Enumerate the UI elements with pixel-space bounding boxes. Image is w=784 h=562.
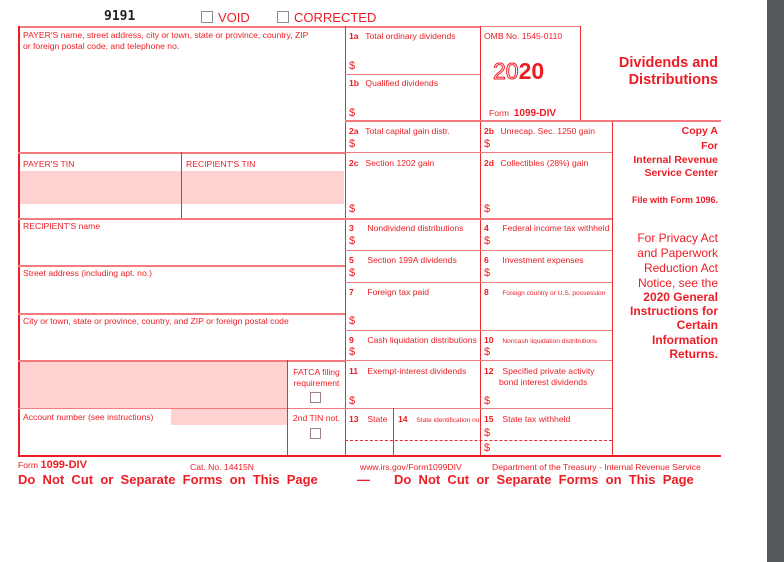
divider <box>345 360 612 361</box>
box-2b-field[interactable] <box>493 137 610 151</box>
box-5-field[interactable] <box>358 266 478 280</box>
state-divider <box>393 408 394 456</box>
divider <box>18 313 345 315</box>
divider <box>345 74 480 75</box>
form-code-number: 9191 <box>104 9 136 24</box>
box-1b-label <box>349 78 438 88</box>
box-9-field[interactable] <box>358 345 478 359</box>
irs-center-label-1: Internal Revenue <box>633 154 718 166</box>
box-title: Specified private activity <box>502 366 595 376</box>
warning-right: Do Not Cut or Separate Forms on This Page <box>394 472 694 487</box>
cat-number: Cat. No. 14415N <box>190 462 255 472</box>
box-number: 9 <box>349 335 354 345</box>
divider <box>345 282 612 283</box>
box-2d-label <box>484 158 588 168</box>
box-3-label <box>349 223 463 233</box>
box-6-field[interactable] <box>493 266 610 280</box>
box-title: Federal income tax withheld <box>502 223 610 233</box>
box-title: Foreign tax paid <box>367 287 430 297</box>
dollar-sign: $ <box>349 346 356 358</box>
box-9-label <box>349 335 477 345</box>
box-13-label <box>349 414 387 424</box>
box-8-label <box>484 287 605 299</box>
payer-info-label-2: or foreign postal code, and telephone no. <box>23 41 180 51</box>
box-number: 15 <box>484 414 494 424</box>
fatca-shaded-area <box>19 362 287 408</box>
privacy-bold-3: Certain <box>676 318 718 332</box>
second-tin-checkbox[interactable] <box>310 428 321 439</box>
form-number: 1099-DIV <box>513 108 557 119</box>
dollar-sign: $ <box>484 267 491 279</box>
box-8-field[interactable] <box>484 300 610 328</box>
fatca-checkbox[interactable] <box>310 392 321 403</box>
form-title-1: Dividends and <box>618 55 718 71</box>
box-number: 5 <box>349 255 354 265</box>
warning-left: Do Not Cut or Separate Forms on This Page <box>18 472 318 487</box>
box-13-field[interactable] <box>347 426 391 454</box>
box-1a-label <box>349 31 456 41</box>
second-tin-label: 2nd TIN not. <box>292 413 341 423</box>
box-title: Section 1202 gain <box>365 158 435 168</box>
divider <box>18 265 345 267</box>
box-2b-label <box>484 126 595 136</box>
box-2a-field[interactable] <box>358 137 478 151</box>
fatca-label-2: requirement <box>293 378 340 388</box>
copy-a-label: Copy A <box>681 125 718 137</box>
box-title: Total capital gain distr. <box>365 126 450 136</box>
box-2c-label <box>349 158 434 168</box>
box-number: 4 <box>484 223 489 233</box>
box-number: 1a <box>349 31 359 41</box>
box-number: 10 <box>484 335 494 345</box>
privacy-bold-5: Returns. <box>669 347 718 361</box>
box-title: Qualified dividends <box>365 78 439 88</box>
box-number: 8 <box>484 287 489 297</box>
column-divider-3 <box>612 120 613 456</box>
divider <box>18 408 345 409</box>
box-15-field[interactable] <box>493 426 610 454</box>
dollar-sign: $ <box>349 267 356 279</box>
box-12-field[interactable] <box>493 392 610 406</box>
payer-tin-field[interactable] <box>19 171 181 204</box>
street-address-label: Street address (including apt. no.) <box>23 268 152 278</box>
box-title: Unrecap. Sec. 1250 gain <box>500 126 595 136</box>
box-4-label <box>484 223 609 233</box>
box-6-label <box>484 255 584 265</box>
dollar-sign: $ <box>484 235 491 247</box>
divider <box>345 250 612 251</box>
box-title: State <box>367 414 388 424</box>
box-title: Noncash liquidation distributions <box>502 338 597 345</box>
dollar-sign: $ <box>349 235 356 247</box>
dollar-sign: $ <box>349 203 356 215</box>
box-5-label <box>349 255 457 265</box>
box-title: Foreign country or U.S. possession <box>502 290 606 297</box>
footer-form-prefix: Form <box>18 460 39 470</box>
tax-year-solid: 20 <box>518 58 545 84</box>
divider <box>345 408 612 409</box>
box-number: 6 <box>484 255 489 265</box>
column-divider-1 <box>345 26 346 456</box>
box-number: 11 <box>349 366 359 376</box>
payer-tin-label: PAYER'S TIN <box>23 159 75 169</box>
box-3-field[interactable] <box>358 234 478 248</box>
dollar-sign: $ <box>349 107 356 119</box>
irs-url[interactable]: www.irs.gov/Form1099DIV <box>360 462 462 472</box>
box-15-label <box>484 414 570 424</box>
box-number: 2b <box>484 126 495 136</box>
box-number: 1b <box>349 78 360 88</box>
box-number: 2d <box>484 158 495 168</box>
box-1a-field[interactable] <box>358 56 478 72</box>
recipient-tin-label: RECIPIENT'S TIN <box>186 159 256 169</box>
divider <box>18 360 345 362</box>
divider <box>345 218 612 220</box>
form-name <box>489 108 556 119</box>
box-number: 2a <box>349 126 359 136</box>
box-title: Cash liquidation distributions <box>367 335 477 345</box>
box-7-field[interactable] <box>358 312 478 328</box>
box-number: 14 <box>398 414 408 424</box>
box-title: Investment expenses <box>502 255 584 265</box>
footer-form-name <box>18 459 87 471</box>
tax-year-outline: 20 <box>493 58 519 84</box>
box-title: Total ordinary dividends <box>365 31 456 41</box>
dollar-sign: $ <box>349 395 356 407</box>
footer-form-number: 1099-DIV <box>40 459 87 471</box>
box-12-label <box>484 366 595 376</box>
fatca-label-1: FATCA filing <box>293 367 340 377</box>
privacy-bold-4: Information <box>652 333 718 347</box>
privacy-text-2: and Paperwork <box>637 246 718 260</box>
box-number: 12 <box>484 366 494 376</box>
divider <box>18 218 345 220</box>
dollar-sign: $ <box>484 203 491 215</box>
box-2c-field[interactable] <box>358 200 478 216</box>
box-11-field[interactable] <box>358 392 478 406</box>
corrected-label: CORRECTED <box>294 10 377 25</box>
tin-divider <box>181 152 182 218</box>
dollar-sign: $ <box>484 346 491 358</box>
vertical-scrollbar[interactable] <box>767 0 784 562</box>
omb-top-border <box>480 26 580 27</box>
department-label: Department of the Treasury - Internal Revenue Service <box>492 462 701 472</box>
street-address-field[interactable] <box>20 280 343 311</box>
void-checkbox[interactable] <box>201 11 213 23</box>
omb-number: OMB No. 1545-0110 <box>484 31 563 41</box>
privacy-text-1: For Privacy Act <box>637 231 718 245</box>
form-prefix: Form <box>489 108 510 118</box>
box-10-field[interactable] <box>493 345 610 359</box>
privacy-text-3: Reduction Act <box>643 261 718 275</box>
dollar-sign: $ <box>484 395 491 407</box>
form-bottom-border <box>18 455 721 457</box>
divider <box>345 152 612 153</box>
for-label: For <box>701 140 718 152</box>
box-title: State identification no. <box>416 417 482 424</box>
warning-dash: — <box>357 472 370 487</box>
privacy-bold-2: Instructions for <box>629 304 718 318</box>
box-number: 13 <box>349 414 359 424</box>
box-11-label <box>349 366 466 376</box>
privacy-bold-1: 2020 General <box>643 290 718 304</box>
box-number: 2c <box>349 158 359 168</box>
box-14-label <box>398 414 481 426</box>
privacy-text-4: Notice, see the <box>637 276 718 290</box>
box-2a-label <box>349 126 450 136</box>
divider <box>345 330 612 331</box>
box-title: Section 199A dividends <box>367 255 457 265</box>
box-title: Nondividend distributions <box>367 223 464 233</box>
recipient-name-field[interactable] <box>20 233 343 263</box>
recipient-name-label: RECIPIENT'S name <box>23 221 101 231</box>
tax-year <box>493 58 544 85</box>
account-number-field[interactable] <box>171 409 287 425</box>
payer-info-label-1: PAYER'S name, street address, city or town, state or province, country, ZIP <box>23 30 309 40</box>
irs-center-label-2: Service Center <box>644 167 718 179</box>
form-top-border <box>18 26 480 28</box>
dollar-sign: $ <box>349 60 356 72</box>
void-label: VOID <box>218 10 250 25</box>
dollar-sign: $ <box>484 427 491 439</box>
box-title: State tax withheld <box>502 414 571 424</box>
column-divider-2 <box>480 26 481 456</box>
box-number: 3 <box>349 223 354 233</box>
box-number: 7 <box>349 287 354 297</box>
city-label: City or town, state or province, country, and ZIP or foreign postal code <box>23 316 289 326</box>
recipient-tin-field[interactable] <box>182 171 344 204</box>
payer-info-field[interactable] <box>20 54 343 150</box>
box-2d-field[interactable] <box>493 200 610 216</box>
box-4-field[interactable] <box>493 234 610 248</box>
account-number-label: Account number (see instructions) <box>23 412 154 422</box>
corrected-checkbox[interactable] <box>277 11 289 23</box>
city-field[interactable] <box>20 328 343 358</box>
dollar-sign: $ <box>484 442 491 454</box>
dollar-sign: $ <box>349 315 356 327</box>
dollar-sign: $ <box>484 138 491 150</box>
box-14-field[interactable] <box>395 426 478 454</box>
divider <box>345 120 721 122</box>
box-title: Collectibles (28%) gain <box>500 158 589 168</box>
fatca-divider <box>287 360 288 456</box>
dollar-sign: $ <box>349 138 356 150</box>
box-title: Exempt-interest dividends <box>367 366 467 376</box>
box-12-label-2: bond interest dividends <box>499 377 588 387</box>
file-with-label: File with Form 1096. <box>631 195 718 205</box>
box-7-label <box>349 287 429 297</box>
form-title-2: Distributions <box>628 72 718 88</box>
box-1b-field[interactable] <box>358 102 478 118</box>
